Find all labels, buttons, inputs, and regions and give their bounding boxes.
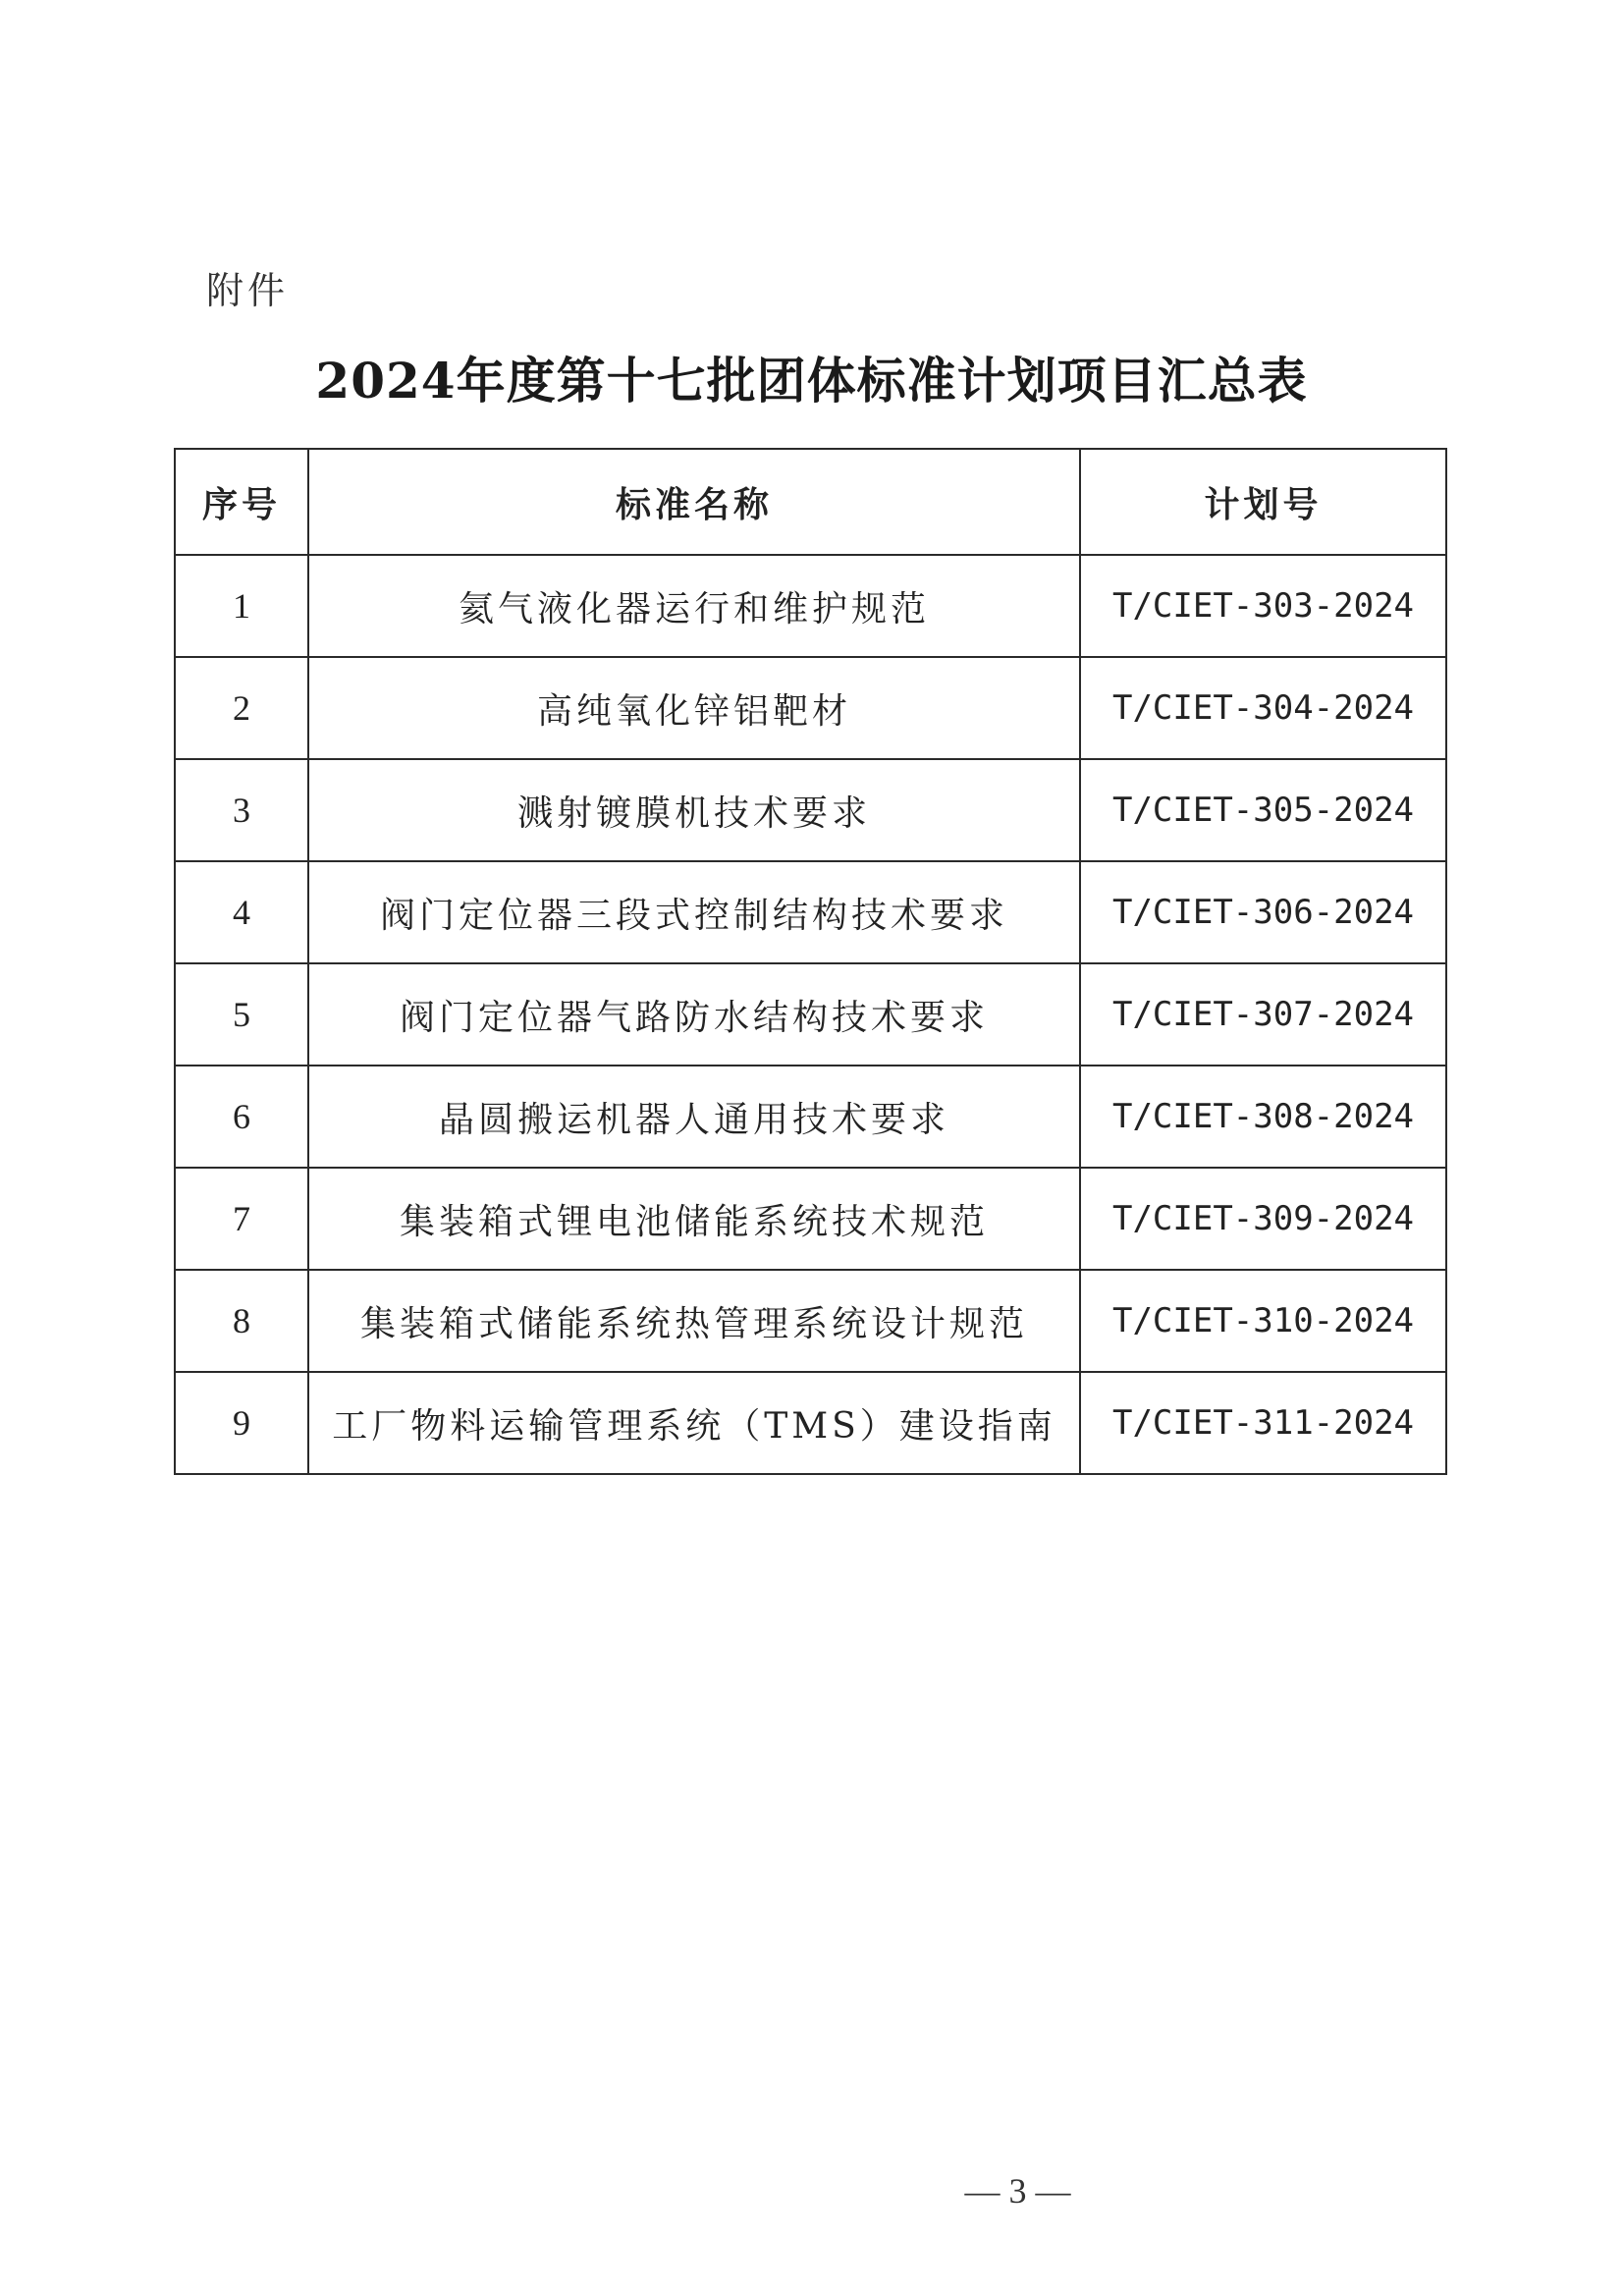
name-cell: 阀门定位器气路防水结构技术要求 — [308, 963, 1080, 1066]
table-row — [175, 861, 1446, 963]
code-cell: T/CIET-310-2024 — [1080, 1270, 1446, 1372]
code-cell: T/CIET-304-2024 — [1080, 657, 1446, 759]
code-cell: T/CIET-311-2024 — [1080, 1372, 1446, 1474]
table-row — [175, 1372, 1446, 1474]
code-cell: T/CIET-303-2024 — [1080, 555, 1446, 657]
name-cell: 阀门定位器三段式控制结构技术要求 — [308, 861, 1080, 963]
name-cell: 工厂物料运输管理系统（TMS）建设指南 — [308, 1372, 1080, 1474]
name-cell: 高纯氧化锌铝靶材 — [308, 657, 1080, 759]
table-row — [175, 1168, 1446, 1270]
standards-plan-table — [174, 448, 1447, 1475]
seq-cell: 3 — [175, 759, 308, 861]
header-code: 计划号 — [1080, 449, 1446, 555]
seq-cell: 2 — [175, 657, 308, 759]
name-cell: 溅射镀膜机技术要求 — [308, 759, 1080, 861]
header-seq: 序号 — [175, 449, 308, 555]
table-row — [175, 963, 1446, 1066]
table-row — [175, 1270, 1446, 1372]
seq-cell: 4 — [175, 861, 308, 963]
seq-cell: 5 — [175, 963, 308, 1066]
table-row — [175, 759, 1446, 861]
table-row — [175, 555, 1446, 657]
table-row — [175, 657, 1446, 759]
document-title: 2024年度第十七批团体标准计划项目汇总表 — [315, 352, 1308, 410]
table-row — [175, 1066, 1446, 1168]
code-cell: T/CIET-309-2024 — [1080, 1168, 1446, 1270]
attachment-label: 附件 — [206, 269, 290, 312]
code-cell: T/CIET-306-2024 — [1080, 861, 1446, 963]
seq-cell: 9 — [175, 1372, 308, 1474]
seq-cell: 1 — [175, 555, 308, 657]
name-cell: 晶圆搬运机器人通用技术要求 — [308, 1066, 1080, 1168]
header-name: 标准名称 — [308, 449, 1080, 555]
code-cell: T/CIET-308-2024 — [1080, 1066, 1446, 1168]
name-cell: 氦气液化器运行和维护规范 — [308, 555, 1080, 657]
name-cell: 集装箱式储能系统热管理系统设计规范 — [308, 1270, 1080, 1372]
table-header-row — [175, 449, 1446, 555]
seq-cell: 8 — [175, 1270, 308, 1372]
name-cell: 集装箱式锂电池储能系统技术规范 — [308, 1168, 1080, 1270]
seq-cell: 7 — [175, 1168, 308, 1270]
code-cell: T/CIET-305-2024 — [1080, 759, 1446, 861]
page-number: — 3 — — [964, 2171, 1071, 2211]
code-cell: T/CIET-307-2024 — [1080, 963, 1446, 1066]
seq-cell: 6 — [175, 1066, 308, 1168]
